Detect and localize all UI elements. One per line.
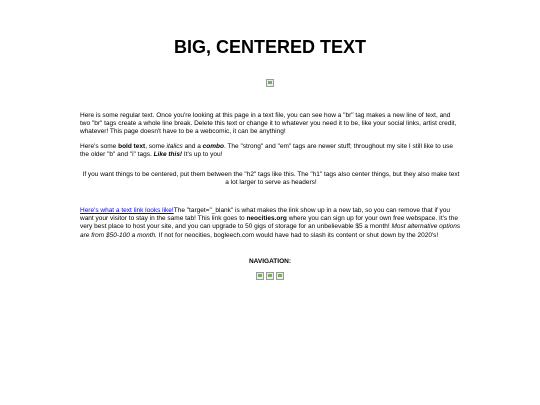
bold-italic-text: Like this! [153, 151, 183, 159]
italic-text: Most alternative options are from $50-100 a month. [80, 223, 461, 239]
nav-image-button-previous[interactable] [266, 272, 274, 280]
nav-image-button-first[interactable] [256, 272, 264, 280]
example-text-link[interactable]: Here's what a text link looks like! [80, 207, 174, 214]
bold-text: bold text [118, 143, 146, 150]
link-paragraph [80, 207, 462, 240]
formatting-paragraph [80, 143, 462, 159]
text-segment: Here's some [80, 143, 119, 150]
text-segment: . The "strong" and "em" tags are newer stuff; throughout my site I still like to use the older "b" and "i" tags. [80, 143, 453, 159]
bold-italic-text: combo [202, 143, 224, 150]
navigation-heading: NAVIGATION: [248, 258, 291, 265]
broken-image-icon [266, 79, 274, 87]
text-segment: where you can sign up for your own free webspace. It's the very best place to host your site, and you can upgrade to 50 gigs of storage for an unbelievable $5 a month! [80, 215, 458, 231]
nav-image-button-next[interactable] [276, 272, 284, 280]
neocities-bold-text: neocities.org [246, 215, 287, 223]
intro-paragraph: Here is some regular text. Once you're looking at this page in a text file, you can see how a "br" tag makes a new line of text, and two "br" tags create a whole line break. Delete this text or change it to whatever you need it to be, like your social links, artist credit, whatever! This page doesn't have to be a webcomic, it can be anything! [80, 112, 457, 136]
navigation-buttons [0, 272, 540, 280]
text-segment: If not for neocities, bogleech.com would have had to slash its content or shut down by the 2020's! [156, 231, 439, 239]
page-title: BIG, CENTERED TEXT [173, 37, 366, 57]
text-segment: It's up to you! [182, 151, 223, 159]
text-segment: and a [182, 143, 203, 150]
text-segment: The "target="_blank" is what makes the link show up in a new tab, so you can remove that if you want your visitor to stay in the same tab! This link goes to [80, 207, 451, 223]
italic-text: italics [166, 143, 183, 150]
centered-paragraph: If you want things to be centered, put them between the "h2" tags like this. The "h1" tags also center things, but they also make text a lot larger to serve as headers! [82, 171, 460, 187]
text-segment: , some [145, 143, 167, 150]
